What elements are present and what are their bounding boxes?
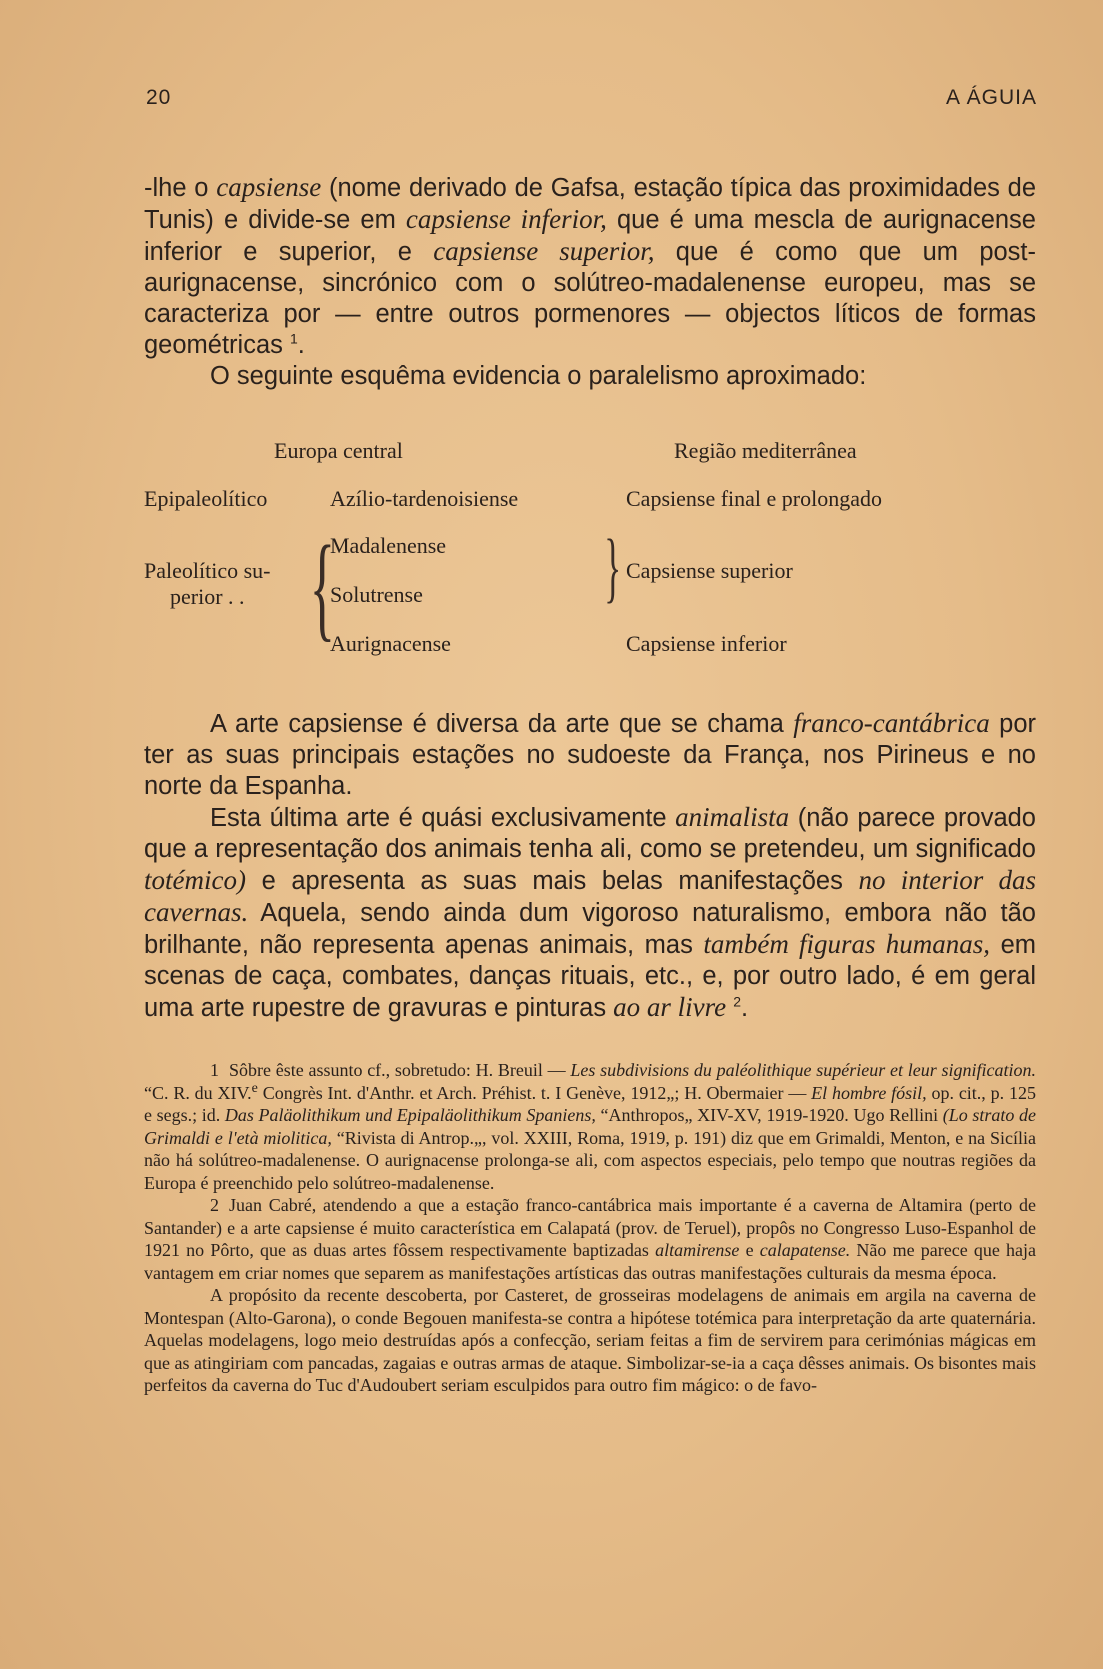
body-text-bottom bbox=[144, 708, 1036, 1024]
footnote-2-continuation: A propósito da recente descoberta, por Casteret, de grosseiras modelagens de animais em argila na caverna de Montespan (Alto-Garona), o conde Begouen manifesta-se contra a hipótese totémica para interpretação da arte quaternária. Aquelas modelagens, logo meio destruídas após a confecção, seriam feitas a fim de servirem para cerimónias mágicas em que as atingiriam com pancadas, zagaias e outras armas de ataque. Simbolizar-se-ia a caça dêsses animais. Os bisontes mais perfeitos da caverna do Tuc d'Audoubert seriam esculpidos para outro fim mágico: o de favo- bbox=[144, 1285, 1036, 1395]
scheme-europe-aurignacian: Aurignacense bbox=[330, 631, 451, 656]
scheme-med-lower-capsian: Capsiense inferior bbox=[626, 631, 787, 656]
paragraph-capsian-art: A arte capsiense é diversa da arte que se chama franco-cantábrica por ter as suas principais estações no sudoeste da França, nos Pirineus e no norte da Espanha. bbox=[144, 708, 1036, 800]
footnote-ref-1: 1 bbox=[289, 330, 298, 347]
journal-title: A ÁGUIA bbox=[945, 86, 1037, 109]
scheme-epi-europe: Azílio-tardenoisiense bbox=[330, 486, 519, 511]
page-number: 20 bbox=[146, 86, 172, 109]
scheme-header-mediterranean: Região mediterrânea bbox=[674, 438, 857, 463]
footnote-1: 1 Sôbre êste assunto cf., sobretudo: H. Breuil — Les subdivisions du paléolithique supérieur et leur signification. “C. R. du XIV.$^e$ Congrès Int. d'Anthr. et Arch. Préhist. t. I Genève, 1912„; H. Obermaier — El hombre fósil, op. cit., p. 125 e segs.; id. Das Paläolithikum und Epipaläolithikum Spaniens, “Anthropos„ XIV-XV, 1919-1920. Ugo Rellini (Lo strato de Grimaldi e l'età miolitica, “Rivista di Antrop.„, vol. XXIII, Roma, 1919, p. 191) diz que em Grimaldi, Menton, e na Sicília não há solútreo-madalenense. O aurignacense prolonga-se ali, com aspectos especiais, pelo tempo que noutras regiões da Europa é preenchido pelo solútreo-madalenense. bbox=[144, 1060, 1036, 1193]
scheme-brace-left-icon: { bbox=[309, 521, 336, 652]
scheme-header-europe: Europa central bbox=[274, 438, 403, 463]
paragraph-scheme-intro: O seguinte esquêma evidencia o paralelismo aproximado: bbox=[210, 362, 867, 390]
scheme-row-epipaleolithic: Epipaleolítico bbox=[144, 486, 268, 511]
scheme-brace-right-icon: } bbox=[604, 523, 622, 610]
footnote-ref-2: 2 bbox=[733, 993, 742, 1010]
paragraph-animalist-art: Esta última arte é quási exclusivamente animalista (não parece provado que a representação dos animais tenha ali, como se pretendeu, um significado totémico) e apresenta as suas mais belas manifestações no interior das cavernas. Aquela, sendo ainda dum vigoroso naturalismo, embora não tão brilhante, não representa apenas animais, mas também figuras humanas, em scenas de caça, combates, danças rituais, etc., e, por outro lado, é em geral uma arte rupestre de gravuras e pinturas ao ar livre $^2$. bbox=[144, 802, 1036, 1022]
paragraph-capsiense: -lhe o capsiense (nome derivado de Gafsa, estação típica das proximidades de Tunis) e divide-se em capsiense inferior, que é uma mescla de aurignacense inferior e superior, e capsiense superior, que é como que um post-aurignacense, sincrónico com o solútreo-madalenense europeu, mas se caracteriza por — entre outros pormenores — objectos líticos de formas geométricas $^1$. bbox=[144, 172, 1037, 359]
body-text-top bbox=[144, 172, 1036, 392]
running-header bbox=[146, 86, 1037, 116]
scheme-europe-magdalenian: Madalenense bbox=[330, 533, 447, 558]
footnotes bbox=[144, 1059, 1036, 1397]
scheme-europe-solutrean: Solutrense bbox=[330, 582, 423, 607]
scheme-epi-mediterranean: Capsiense final e prolongado bbox=[626, 486, 882, 511]
scheme-row-upper-paleolithic-2: perior . . bbox=[170, 584, 245, 609]
scheme-med-upper-capsian: Capsiense superior bbox=[626, 558, 793, 583]
scheme-row-upper-paleolithic-1: Paleolítico su- bbox=[144, 558, 271, 583]
footnote-2: 2 Juan Cabré, atendendo a que a estação franco-cantábrica mais importante é a caverna de Altamira (perto de Santander) e a arte capsiense é muito característica em Calapatá (prov. de Teruel), propôs no Congresso Luso-Espanhol de 1921 no Pôrto, que as duas artes fôssem respectivamente baptizadas altamirense e calapatense. Não me parece que haja vantagem em criar nomes que separem as manifestações artísticas das outras manifestações culturais da mesma época. bbox=[144, 1195, 1036, 1283]
